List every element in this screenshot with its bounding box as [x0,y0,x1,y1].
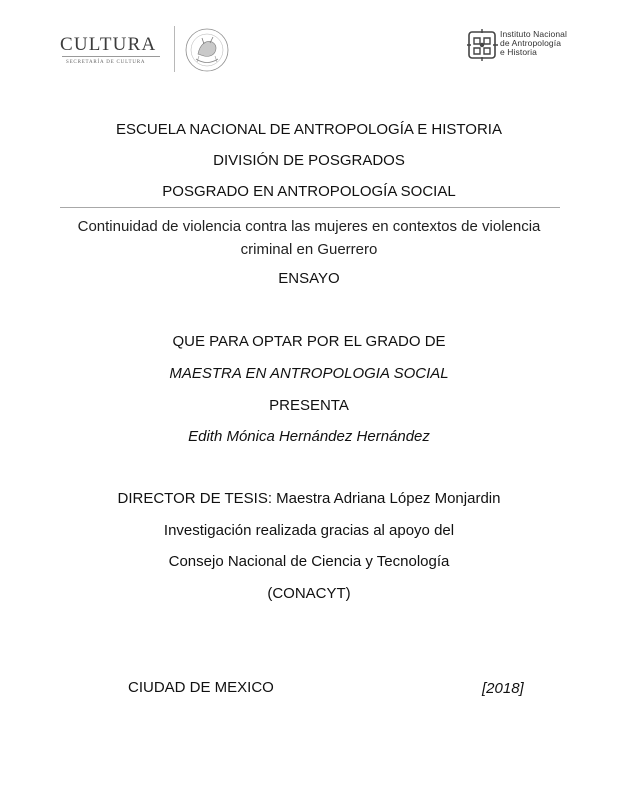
inah-glyph-icon [466,28,500,62]
work-type: ENSAYO [278,270,340,287]
work-title: Continuidad de violencia contra las mujeres en contextos de violencia criminal en Guerrero [77,218,541,258]
inah-name [500,30,567,57]
logo-divider [174,26,175,72]
year-label: [2018] [482,680,524,697]
secretaria-de-cultura-logo [56,26,246,74]
cultura-wordmark: CULTURA [60,34,157,55]
presents-label: PRESENTA [269,397,349,414]
support-line: Consejo Nacional de Ciencia y Tecnología [168,553,450,570]
estados-unidos-mexicanos-seal-icon [182,26,232,74]
support-line: Investigación realizada gracias al apoyo del [163,522,455,539]
inah-name-line: e Historia [500,47,537,57]
inah-name-line: Instituto Nacional [500,29,568,39]
cultura-underline [62,56,160,57]
school-name: ESCUELA NACIONAL DE ANTROPOLOGÍA E HISTORIA [116,121,502,138]
inah-logo [466,28,576,68]
division-name: DIVISIÓN DE POSGRADOS [213,152,405,169]
city-label: CIUDAD DE MEXICO [128,679,274,696]
cultura-subtitle: SECRETARÍA DE CULTURA [66,60,146,65]
author-name: Edith Mónica Hernández Hernández [188,428,430,445]
program-name: POSGRADO EN ANTROPOLOGÍA SOCIAL [162,183,456,200]
degree-name: MAESTRA EN ANTROPOLOGIA SOCIAL [169,365,449,382]
title-divider-rule [60,207,560,208]
support-abbreviation: (CONACYT) [267,585,351,602]
degree-intro: QUE PARA OPTAR POR EL GRADO DE [172,333,446,350]
inah-name-line: de Antropología [500,38,562,48]
thesis-director: DIRECTOR DE TESIS: Maestra Adriana López Monjardin [117,490,501,507]
